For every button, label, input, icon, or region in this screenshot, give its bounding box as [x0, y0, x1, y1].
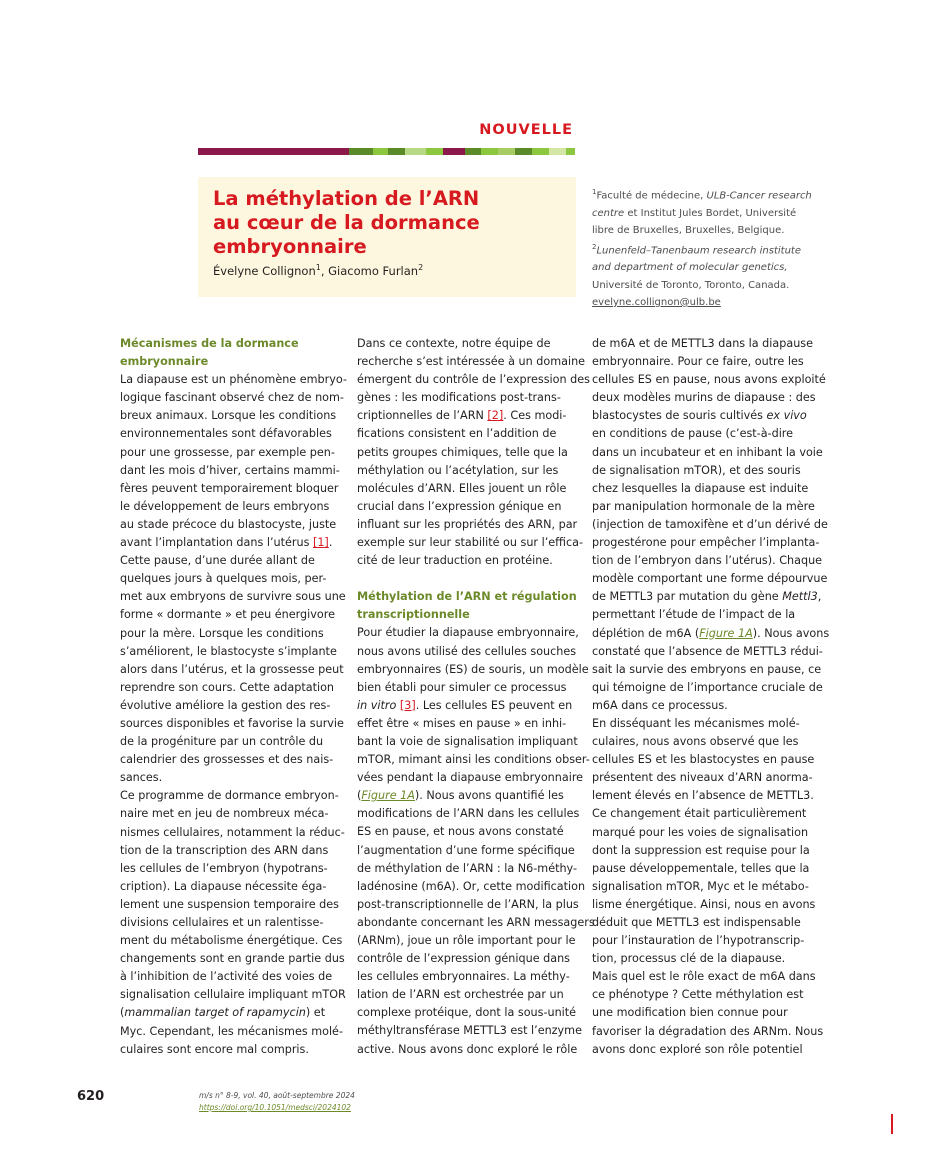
- text-line: l’augmentation d’une forme spécifique: [357, 843, 575, 857]
- paragraph: [120, 1023, 356, 1059]
- text-line: permettant l’étude de l’impact de la: [592, 608, 796, 622]
- text-line: sources disponibles et favorise la survie: [120, 716, 344, 730]
- affil-text: Lunenfeld–Tanenbaum research institute: [596, 245, 801, 257]
- affil-marker: 2: [418, 263, 424, 272]
- text: de METTL3 par mutation du gène: [592, 590, 783, 604]
- stripe-segment: [230, 148, 241, 155]
- title-line: La méthylation de l’ARN: [213, 187, 480, 210]
- text-line: divisions cellulaires et un ralentisse-: [120, 916, 324, 929]
- text-line: vées pendant la diapause embryonnaire: [357, 771, 584, 785]
- text: criptionnelles de l’ARN: [357, 409, 488, 423]
- text: blastocystes de souris cultivés: [592, 409, 767, 423]
- text-line: [357, 697, 574, 715]
- text-line: évolutive améliore la gestion des res-: [120, 698, 331, 712]
- text-line: pause développementale, telles que la: [592, 861, 810, 875]
- stripe-segment: [263, 148, 274, 155]
- affil-text: Faculté de médecine,: [596, 190, 707, 202]
- text-line: tion de la transcription des ARN dans: [120, 843, 329, 857]
- text-line: fères peuvent temporairement bloquer: [120, 481, 339, 495]
- text-line: Ce changement était particulièrement: [592, 807, 807, 821]
- stripe-segment: [339, 148, 350, 155]
- section-heading: Méthylation de l’ARN et régulation: [357, 590, 577, 604]
- text-line: s’améliorent, le blastocyste s’implante: [120, 644, 337, 658]
- stripe-segment: [515, 148, 532, 155]
- text-line: constaté que l’absence de METTL3 rédui-: [592, 644, 823, 658]
- text-line: tion de l’embryon dans l’utérus). Chaque: [592, 554, 823, 568]
- text-line: présentent des niveaux d’ARN anorma-: [592, 771, 813, 785]
- reference-link[interactable]: [3]: [399, 698, 416, 712]
- text-line: effet être « mises en pause » en inhi-: [357, 716, 567, 730]
- text: ,: [817, 590, 822, 604]
- text: ) et: [305, 1006, 326, 1020]
- paragraph: [592, 335, 826, 407]
- paragraph: [120, 787, 356, 1004]
- text-line: à l’inhibition de l’activité des voies de: [120, 970, 333, 984]
- section-label: NOUVELLE: [479, 122, 573, 138]
- text-line: met aux embryons de survivre sous une: [120, 590, 346, 604]
- text-line: molécules d’ARN. Elles jouent un rôle: [357, 481, 567, 495]
- text-line: [120, 1004, 356, 1022]
- text: . Les cellules ES peuvent en: [415, 698, 573, 712]
- stripe-segment: [274, 148, 285, 155]
- affil-line: [592, 184, 817, 205]
- text-line: active. Nous avons donc exploré le rôle: [357, 1042, 578, 1056]
- affil-text: et Institut Jules Bordet, Université: [624, 207, 797, 219]
- stripe-segment: [532, 148, 549, 155]
- text-line: ce phénotype ? Cette méthylation est: [592, 988, 804, 1002]
- text-line: chez lesquelles la diapause est induite: [592, 481, 809, 495]
- text-line: progestérone pour empêcher l’implanta-: [592, 536, 820, 550]
- text-line: lation de l’ARN est orchestrée par un: [357, 988, 564, 1002]
- stripe-segment: [220, 148, 231, 155]
- text-line: cellules ES et les blastocystes en pause: [592, 753, 815, 767]
- text-line: en conditions de pause (c’est-à-dire: [592, 427, 794, 441]
- paragraph: [592, 425, 828, 588]
- text-line: deux modèles murins de diapause : des: [592, 391, 816, 405]
- text-line: [592, 407, 809, 425]
- title-line: embryonnaire: [213, 235, 367, 258]
- text-line: favoriser la dégradation des ARNm. Nous: [592, 1024, 824, 1038]
- affil-line: [592, 239, 817, 260]
- color-stripe: [198, 148, 575, 155]
- text-line: Cette pause, d’une durée allant de: [120, 554, 315, 568]
- text-line: reprendre son cours. Cette adaptation: [120, 680, 334, 694]
- doi-link[interactable]: https://doi.org/10.1051/medsci/2024102: [199, 1103, 351, 1112]
- text-line: nismes cellulaires, notamment la réduc-: [120, 825, 345, 839]
- text: . Ces modi-: [503, 409, 567, 423]
- text-line: m6A dans ce processus.: [592, 698, 728, 712]
- text-line: pour la mère. Lorsque les conditions: [120, 626, 324, 640]
- text-line: culaires sont encore mal compris.: [120, 1042, 309, 1056]
- text-line: embryonnaire. Pour ce faire, outre les: [592, 355, 804, 369]
- text-line: [592, 625, 830, 643]
- affil-marker: 1: [592, 188, 597, 196]
- text-line: de signalisation mTOR), et des souris: [592, 463, 801, 477]
- paragraph: [120, 371, 356, 534]
- italic-term: ex vivo: [766, 409, 807, 423]
- affil-line: libre de Bruxelles, Bruxelles, Belgique.: [592, 224, 785, 236]
- text: ). Nous avons: [752, 626, 830, 640]
- text-line: forme « dormante » et peu énergivore: [120, 608, 335, 622]
- affil-marker: 2: [592, 242, 597, 251]
- paragraph: [592, 968, 824, 1058]
- affil-marker: 1: [315, 263, 321, 272]
- italic-term: mammalian target of rapamycin: [124, 1006, 306, 1020]
- text-line: modifications de l’ARN dans les cellules: [357, 807, 580, 821]
- paragraph: [357, 715, 590, 787]
- text-line: naire met en jeu de nombreux méca-: [120, 807, 329, 821]
- stripe-segment: [498, 148, 515, 155]
- gene-name: Mettl3: [782, 590, 818, 604]
- text-line: crucial dans l’expression génique en: [357, 499, 562, 513]
- text-line: nous avons utilisé des cellules souches: [357, 644, 577, 658]
- text-line: dant les mois d’hiver, certains mammi-: [120, 463, 340, 477]
- text-line: calendrier des grossesses et des nais-: [120, 753, 334, 767]
- paragraph: [120, 552, 356, 787]
- text-line: Mais quel est le rôle exact de m6A dans: [592, 970, 816, 984]
- text-line: ES en pause, et nous avons constaté: [357, 825, 564, 839]
- stripe-segment: [306, 148, 317, 155]
- text-column-2: [357, 335, 595, 1059]
- text-line: émergent du contrôle de l’expression des: [357, 373, 590, 387]
- text: déplétion de m6A (: [592, 626, 700, 640]
- separator: ,: [320, 263, 329, 278]
- text-line: dont la suppression est requise pour la: [592, 843, 810, 857]
- stripe-segment: [295, 148, 306, 155]
- paragraph: [592, 606, 809, 624]
- text-line: une modification bien connue pour: [592, 1006, 788, 1020]
- text-line: sait la survie des embryons en pause, ce: [592, 662, 822, 676]
- stripe-segment: [465, 148, 482, 155]
- text-line: avons donc exploré son rôle potentiel: [592, 1042, 803, 1056]
- paragraph: [592, 643, 823, 715]
- text-line: environnementales sont défavorables: [120, 427, 332, 441]
- article-title: [213, 187, 573, 259]
- stripe-segment: [373, 148, 387, 155]
- stripe-segment: [209, 148, 220, 155]
- spacer: [357, 570, 574, 588]
- affil-line: [592, 259, 817, 276]
- title-line: au cœur de la dormance: [213, 211, 480, 234]
- figure-link[interactable]: Figure 1A: [699, 626, 753, 640]
- text-line: petits groupes chimiques, telle que la: [357, 445, 568, 459]
- stripe-segment: [349, 148, 373, 155]
- text-line: de la progéniture par un contrôle du: [120, 735, 324, 749]
- text-line: [357, 787, 574, 805]
- text-line: logique fascinant observé chez de nom-: [120, 391, 344, 405]
- reference-link[interactable]: [2]: [487, 409, 504, 423]
- text-line: les cellules de l’embryon (hypotrans-: [120, 861, 328, 875]
- paragraph: [592, 715, 816, 968]
- text-line: post-transcriptionnelle de l’ARN, la plus: [357, 897, 579, 911]
- text-line: alors dans l’utérus, et la grossesse peut: [120, 662, 344, 676]
- text-line: le développement de leurs embryons: [120, 499, 330, 513]
- text: (: [357, 789, 362, 803]
- paragraph: [357, 805, 595, 1058]
- text-line: fications consistent en l’addition de: [357, 427, 557, 441]
- stripe-segment: [549, 148, 566, 155]
- text-line: au stade précoce du blastocyste, juste: [120, 517, 337, 531]
- text-line: tion, processus clé de la diapause.: [592, 952, 786, 966]
- text-line: En disséquant les mécanismes molé-: [592, 716, 800, 730]
- text-line: embryonnaires (ES) de souris, un modèle: [357, 662, 589, 676]
- stripe-segment: [426, 148, 443, 155]
- text-line: Myc. Cependant, les mécanismes molé-: [120, 1024, 343, 1038]
- text-line: [357, 407, 574, 425]
- text-line: cité de leur traduction en protéine.: [357, 554, 553, 568]
- text-line: culaires, nous avons observé que les: [592, 735, 799, 749]
- author-name: Évelyne Collignon: [213, 263, 316, 278]
- section-heading: embryonnaire: [120, 355, 209, 369]
- paragraph: [357, 335, 590, 407]
- affil-line: Université de Toronto, Toronto, Canada.: [592, 279, 790, 291]
- affiliations: [592, 184, 817, 311]
- affil-line: [592, 294, 817, 311]
- affil-text: and department of molecular genetics,: [592, 262, 788, 274]
- text-line: méthylation ou l’acétylation, sur les: [357, 463, 559, 477]
- paragraph: [357, 425, 584, 570]
- affil-text: centre: [592, 207, 625, 219]
- text: .: [328, 536, 333, 550]
- text-line: Ce programme de dormance embryon-: [120, 789, 339, 803]
- italic-term: in vitro: [357, 698, 397, 712]
- stripe-segment: [405, 148, 427, 155]
- stripe-segment: [328, 148, 339, 155]
- stripe-segment: [198, 148, 209, 155]
- text-line: (ARNm), joue un rôle important pour le: [357, 934, 576, 947]
- text-column-1: [120, 335, 356, 1059]
- affil-text: ULB-Cancer research: [706, 190, 812, 202]
- text-line: gènes : les modifications post-trans-: [357, 391, 561, 405]
- text-line: lisme énergétique. Ainsi, nous en avons: [592, 897, 816, 911]
- figure-link[interactable]: Figure 1A: [361, 789, 415, 803]
- text-line: recherche s’est intéressée à un domaine: [357, 355, 586, 369]
- stripe-segment: [241, 148, 252, 155]
- text-line: Dans ce contexte, notre équipe de: [357, 337, 551, 350]
- text-line: complexe protéique, dont la sous-unité: [357, 1006, 577, 1020]
- text-line: ment du métabolisme énergétique. Ces: [120, 934, 343, 948]
- text-line: lement une suspension temporaire des: [120, 897, 339, 911]
- text-line: influant sur les propriétés des ARN, par: [357, 517, 578, 531]
- author-name: Giacomo Furlan: [328, 263, 419, 278]
- stripe-segment: [481, 148, 498, 155]
- text: (: [120, 1006, 125, 1020]
- text-line: quelques jours à quelques mois, per-: [120, 572, 327, 586]
- affil-line: [592, 205, 817, 222]
- text-line: [120, 534, 356, 552]
- text-line: les cellules embryonnaires. La méthy-: [357, 970, 570, 984]
- text-line: abondante concernant les ARN messagers: [357, 915, 595, 929]
- reference-link[interactable]: [1]: [312, 536, 329, 550]
- text-line: de m6A et de METTL3 dans la diapause: [592, 337, 814, 350]
- paragraph: [357, 624, 589, 696]
- page-number: 620: [77, 1089, 105, 1104]
- text-line: bant la voie de signalisation impliquant: [357, 734, 578, 748]
- text-line: déduit que METTL3 est indispensable: [592, 916, 801, 929]
- text-line: pour l’instauration de l’hypotranscrip-: [592, 934, 805, 948]
- text-line: modèle comportant une forme dépourvue: [592, 572, 828, 586]
- text-line: (injection de tamoxifène et d’un dérivé de: [592, 517, 828, 531]
- text-line: exemple sur leur stabilité ou sur l’effica-: [357, 536, 584, 550]
- stripe-segment: [443, 148, 465, 155]
- text-line: sances.: [120, 771, 163, 785]
- section-heading: Mécanismes de la dormance: [120, 337, 299, 350]
- section-heading: transcriptionnelle: [357, 608, 470, 622]
- stripe-segment: [317, 148, 328, 155]
- stripe-segment: [285, 148, 296, 155]
- email-link[interactable]: evelyne.collignon@ulb.be: [592, 296, 721, 308]
- text-line: signalisation mTOR, Myc et le métabo-: [592, 879, 809, 893]
- text-line: ladénosine (m6A). Or, cette modification: [357, 879, 586, 893]
- text-line: méthyltransférase METTL3 est l’enzyme: [357, 1024, 582, 1038]
- text-line: Pour étudier la diapause embryonnaire,: [357, 626, 579, 640]
- text-line: contrôle de l’expression génique dans: [357, 952, 571, 966]
- text-line: par manipulation hormonale de la mère: [592, 499, 815, 513]
- text-line: dans un incubateur et en inhibant la voie: [592, 445, 823, 459]
- text-line: mTOR, mimant ainsi les conditions obser-: [357, 753, 590, 767]
- text-line: cellules ES en pause, nous avons exploité: [592, 373, 826, 387]
- text-line: cription). La diapause nécessite éga-: [120, 879, 327, 893]
- text-line: changements sont en grande partie dus: [120, 952, 345, 966]
- text-column-3: [592, 335, 830, 1059]
- text-line: marqué pour les voies de signalisation: [592, 825, 809, 839]
- stripe-segment: [252, 148, 263, 155]
- text-line: bien établi pour simuler ce processus: [357, 680, 567, 694]
- author-line: [213, 263, 573, 278]
- text: ). Nous avons quantifié les: [414, 789, 564, 803]
- text: avant l’implantation dans l’utérus: [120, 536, 313, 550]
- text-line: lement élevés en l’absence de METTL3.: [592, 789, 814, 803]
- text-line: qui témoigne de l’importance cruciale de: [592, 680, 823, 694]
- page-edge-marker: [891, 1114, 893, 1134]
- stripe-segment: [566, 148, 576, 155]
- stripe-segment: [388, 148, 405, 155]
- text-line: pour une grossesse, par exemple pen-: [120, 445, 335, 459]
- text-line: [592, 588, 822, 606]
- text-line: de méthylation de l’ARN : la N6-méthy-: [357, 861, 578, 875]
- text-line: breux animaux. Lorsque les conditions: [120, 409, 337, 423]
- text-line: La diapause est un phénomène embryo-: [120, 373, 347, 387]
- journal-citation: m/s n° 8-9, vol. 40, août-septembre 2024: [199, 1091, 355, 1100]
- text-line: signalisation cellulaire impliquant mTOR: [120, 988, 346, 1002]
